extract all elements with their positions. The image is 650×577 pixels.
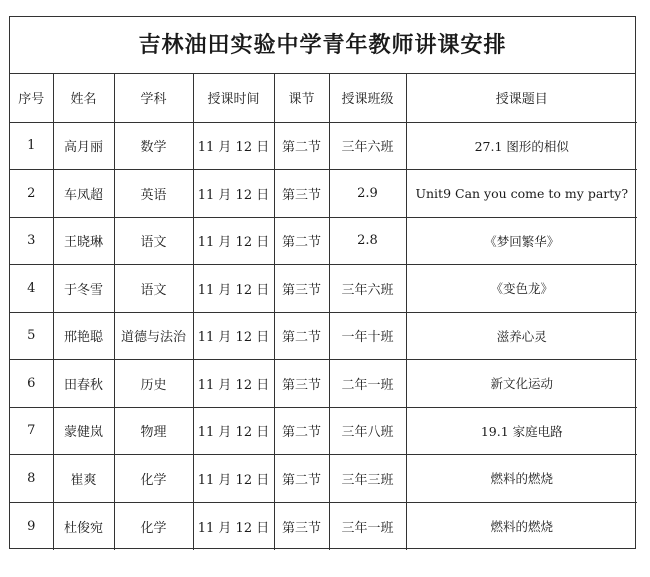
cell-name: 蒙健岚 xyxy=(53,407,114,455)
cell-index: 1 xyxy=(10,122,53,170)
table-row xyxy=(10,265,637,313)
table-row xyxy=(10,170,637,218)
cell-topic: 27.1 图形的相似 xyxy=(406,122,637,170)
table-row xyxy=(10,407,637,455)
cell-name: 杜俊宛 xyxy=(53,502,114,550)
cell-name: 崔爽 xyxy=(53,455,114,503)
cell-class: 2.8 xyxy=(329,217,406,265)
cell-time: 11 月 12 日 xyxy=(193,265,274,313)
table-row xyxy=(10,455,637,503)
cell-period: 第三节 xyxy=(274,265,329,313)
table-row xyxy=(10,502,637,550)
cell-topic: 滋养心灵 xyxy=(406,312,637,360)
header-topic: 授课题目 xyxy=(406,74,637,122)
cell-class: 2.9 xyxy=(329,170,406,218)
cell-index: 2 xyxy=(10,170,53,218)
cell-topic: 《变色龙》 xyxy=(406,265,637,313)
cell-subject: 物理 xyxy=(114,407,193,455)
header-name: 姓名 xyxy=(53,74,114,122)
table-header-row xyxy=(10,74,637,122)
cell-period: 第二节 xyxy=(274,122,329,170)
cell-name: 邢艳聪 xyxy=(53,312,114,360)
cell-time: 11 月 12 日 xyxy=(193,407,274,455)
cell-class: 三年六班 xyxy=(329,265,406,313)
cell-subject: 历史 xyxy=(114,360,193,408)
cell-index: 5 xyxy=(10,312,53,360)
cell-period: 第三节 xyxy=(274,170,329,218)
header-class: 授课班级 xyxy=(329,74,406,122)
cell-name: 于冬雪 xyxy=(53,265,114,313)
header-period: 课节 xyxy=(274,74,329,122)
cell-period: 第二节 xyxy=(274,407,329,455)
cell-subject: 数学 xyxy=(114,122,193,170)
table-row xyxy=(10,360,637,408)
cell-period: 第二节 xyxy=(274,217,329,265)
cell-name: 王晓琳 xyxy=(53,217,114,265)
schedule-table xyxy=(10,74,637,550)
table-row xyxy=(10,122,637,170)
cell-index: 4 xyxy=(10,265,53,313)
header-subject: 学科 xyxy=(114,74,193,122)
cell-class: 三年八班 xyxy=(329,407,406,455)
cell-class: 三年一班 xyxy=(329,502,406,550)
cell-class: 二年一班 xyxy=(329,360,406,408)
cell-subject: 化学 xyxy=(114,455,193,503)
cell-subject: 道德与法治 xyxy=(114,312,193,360)
cell-time: 11 月 12 日 xyxy=(193,170,274,218)
cell-name: 田春秋 xyxy=(53,360,114,408)
cell-subject: 语文 xyxy=(114,217,193,265)
cell-subject: 化学 xyxy=(114,502,193,550)
cell-period: 第三节 xyxy=(274,360,329,408)
cell-topic: 《梦回繁华》 xyxy=(406,217,637,265)
cell-topic: 燃料的燃烧 xyxy=(406,455,637,503)
cell-topic: 燃料的燃烧 xyxy=(406,502,637,550)
page-title: 吉林油田实验中学青年教师讲课安排 xyxy=(10,17,635,74)
cell-period: 第三节 xyxy=(274,502,329,550)
cell-time: 11 月 12 日 xyxy=(193,360,274,408)
cell-period: 第二节 xyxy=(274,455,329,503)
cell-time: 11 月 12 日 xyxy=(193,217,274,265)
cell-index: 3 xyxy=(10,217,53,265)
header-index: 序号 xyxy=(10,74,53,122)
cell-index: 9 xyxy=(10,502,53,550)
cell-class: 一年十班 xyxy=(329,312,406,360)
cell-index: 8 xyxy=(10,455,53,503)
cell-time: 11 月 12 日 xyxy=(193,502,274,550)
cell-time: 11 月 12 日 xyxy=(193,312,274,360)
table-row xyxy=(10,312,637,360)
schedule-sheet xyxy=(9,16,636,549)
cell-time: 11 月 12 日 xyxy=(193,455,274,503)
table-row xyxy=(10,217,637,265)
cell-index: 6 xyxy=(10,360,53,408)
header-time: 授课时间 xyxy=(193,74,274,122)
cell-subject: 语文 xyxy=(114,265,193,313)
cell-name: 高月丽 xyxy=(53,122,114,170)
cell-topic: Unit9 Can you come to my party? xyxy=(406,170,637,218)
cell-class: 三年三班 xyxy=(329,455,406,503)
cell-period: 第二节 xyxy=(274,312,329,360)
cell-name: 车凤超 xyxy=(53,170,114,218)
cell-index: 7 xyxy=(10,407,53,455)
cell-class: 三年六班 xyxy=(329,122,406,170)
cell-topic: 新文化运动 xyxy=(406,360,637,408)
cell-time: 11 月 12 日 xyxy=(193,122,274,170)
cell-topic: 19.1 家庭电路 xyxy=(406,407,637,455)
cell-subject: 英语 xyxy=(114,170,193,218)
